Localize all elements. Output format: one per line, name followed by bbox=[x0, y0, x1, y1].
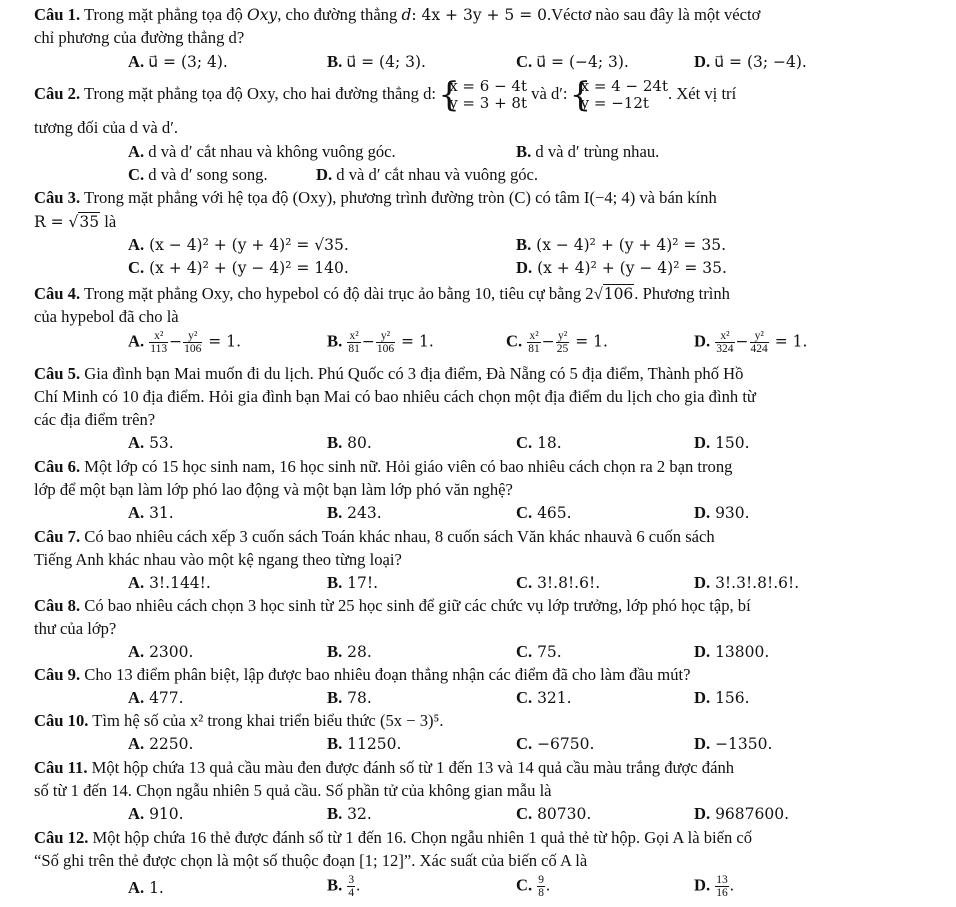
q7-option-a bbox=[128, 572, 211, 594]
q4-d-frac2 bbox=[750, 330, 769, 355]
q9-option-a-value: 477. bbox=[144, 689, 184, 707]
q9-option-a bbox=[128, 687, 184, 709]
q1-option-c-value: u⃗ = (−4; 3). bbox=[536, 53, 629, 71]
q5-option-b bbox=[327, 432, 372, 454]
q7-line2: Tiếng Anh khác nhau vào một kệ ngang theo từng loại? bbox=[34, 550, 402, 569]
q10-option-d-value: −1350. bbox=[710, 735, 773, 753]
q2-option-a-value: d và d′ cắt nhau và không vuông góc. bbox=[144, 142, 396, 161]
q5-option-d-label: D. bbox=[694, 433, 711, 452]
q3-radius-suffix: là bbox=[100, 212, 117, 231]
q5-option-a-value: 53. bbox=[144, 434, 174, 452]
q4-c-num1: x² bbox=[527, 330, 541, 343]
q12-option-b: B. $\frac{3}{4}$ . bbox=[327, 874, 361, 899]
q1-option-a-value: u⃗ = (3; 4). bbox=[148, 53, 228, 71]
q8-option-a bbox=[128, 641, 193, 663]
q2-option-b bbox=[516, 141, 659, 162]
q4-c-frac2 bbox=[556, 330, 570, 355]
q12-b-fraction bbox=[347, 874, 355, 899]
q9-option-c-value: 321. bbox=[532, 689, 572, 707]
q4-option-a-label: A. bbox=[128, 331, 145, 351]
q2-system-dp-y: y = −12t bbox=[580, 94, 649, 112]
q4-b-num2: y² bbox=[376, 330, 395, 343]
q2-option-c-value: d và d′ song song. bbox=[144, 165, 268, 184]
q11-option-b-label: B. bbox=[327, 804, 343, 823]
q2-line1 bbox=[34, 78, 930, 112]
q11-option-a-value: 910. bbox=[144, 805, 184, 823]
q7-text1: Có bao nhiêu cách xếp 3 cuốn sách Toán khác nhau, 8 cuốn sách Văn khác nhauvà 6 cuốn sách bbox=[80, 527, 715, 546]
q1-line1 bbox=[34, 4, 930, 26]
q7-option-d-label: D. bbox=[694, 573, 711, 592]
q5-option-a bbox=[128, 432, 174, 454]
q12-d-fraction bbox=[715, 874, 729, 899]
q12-c-den: 8 bbox=[538, 887, 545, 899]
q10-line1 bbox=[34, 710, 930, 731]
q1-option-b bbox=[327, 51, 426, 73]
q4-b-frac1 bbox=[347, 330, 361, 355]
q5-option-c bbox=[516, 432, 562, 454]
q11-option-c-value: 80730. bbox=[532, 805, 592, 823]
q10-option-c bbox=[516, 733, 594, 755]
q8-label: Câu 8. bbox=[34, 596, 81, 615]
q1-option-b-label: B. bbox=[327, 52, 343, 71]
q5-text1: Gia đình bạn Mai muốn đi du lịch. Phú Quốc có 3 địa điểm, Đà Nẵng có 5 địa điểm, Thành phố Hồ bbox=[80, 364, 744, 383]
q1-equation: : 4x + 3y + 5 = 0 bbox=[411, 6, 547, 24]
q10-option-a-value: 2250. bbox=[144, 735, 194, 753]
q12-line1 bbox=[34, 827, 930, 848]
q7-option-a-label: A. bbox=[128, 573, 145, 592]
q12-option-b-label: B. bbox=[327, 875, 343, 895]
q3-option-a-value: (x − 4)² + (y + 4)² = √35. bbox=[144, 236, 349, 254]
q10-option-b-value: 11250. bbox=[342, 735, 402, 753]
q1-option-a-label: A. bbox=[128, 52, 145, 71]
q12-option-a-label: A. bbox=[128, 878, 145, 897]
q12-option-a bbox=[128, 877, 164, 899]
q7-option-b bbox=[327, 572, 378, 594]
q11-option-d-label: D. bbox=[694, 804, 711, 823]
q2-option-a-label: A. bbox=[128, 142, 145, 161]
q7-option-d-value: 3!.3!.8!.6!. bbox=[710, 574, 800, 592]
q3-option-b bbox=[516, 234, 726, 256]
q7-option-d bbox=[694, 572, 799, 594]
q11-option-d bbox=[694, 803, 789, 825]
q3-radius-value: 35 bbox=[79, 213, 100, 231]
q4-a-num1: x² bbox=[149, 330, 168, 343]
q2-text2: . Xét vị trí bbox=[667, 83, 737, 103]
q6-label: Câu 6. bbox=[34, 457, 81, 476]
q10-option-a bbox=[128, 733, 193, 755]
q6-option-b bbox=[327, 502, 382, 524]
q4-line1 bbox=[34, 283, 930, 305]
q12-label: Câu 12. bbox=[34, 828, 89, 847]
q2-system-d-x: { x = 6 − 4t bbox=[449, 77, 527, 95]
q3-option-b-value: (x − 4)² + (y + 4)² = 35. bbox=[531, 236, 726, 254]
q2-option-d-label: D. bbox=[316, 165, 333, 184]
q7-line1 bbox=[34, 526, 930, 547]
q8-option-b-value: 28. bbox=[342, 643, 372, 661]
q12-d-den: 16 bbox=[716, 887, 728, 899]
q12-option-c-label: C. bbox=[516, 875, 533, 895]
q2-system-d-prime bbox=[572, 78, 668, 112]
q1-option-d-value: u⃗ = (3; −4). bbox=[714, 53, 807, 71]
q7-option-b-label: B. bbox=[327, 573, 343, 592]
q1-line2: chỉ phương của đường thẳng d? bbox=[34, 28, 245, 47]
q9-option-b-label: B. bbox=[327, 688, 343, 707]
q7-option-c bbox=[516, 572, 600, 594]
q4-option-a: A. $\frac{\text{x²}}{113}$ − $\frac{\text{y²}}{106}$ = 1. bbox=[128, 330, 242, 355]
q4-b-frac2 bbox=[376, 330, 395, 355]
q2-text1: Trong mặt phẳng tọa độ Oxy, cho hai đường thẳng d: bbox=[80, 83, 441, 103]
q3-line2 bbox=[34, 211, 930, 233]
q10-option-d-label: D. bbox=[694, 734, 711, 753]
q11-line1 bbox=[34, 757, 930, 778]
q9-option-b-value: 78. bbox=[342, 689, 372, 707]
q12-option-d-label: D. bbox=[694, 875, 711, 895]
q2-label: Câu 2. bbox=[34, 83, 81, 103]
q4-d-num2: y² bbox=[750, 330, 769, 343]
q5-line1 bbox=[34, 363, 930, 384]
q12-line2: “Số ghi trên thẻ được chọn là một số thuộc đoạn [1; 12]”. Xác suất của biến cố A là bbox=[34, 851, 588, 870]
q12-b-num: 3 bbox=[348, 874, 355, 886]
q10-option-c-label: C. bbox=[516, 734, 533, 753]
q7-option-c-label: C. bbox=[516, 573, 533, 592]
q4-d-den2: 424 bbox=[750, 343, 768, 355]
q5-option-d bbox=[694, 432, 750, 454]
q8-option-d bbox=[694, 641, 769, 663]
q8-option-a-value: 2300. bbox=[144, 643, 194, 661]
q6-option-a-label: A. bbox=[128, 503, 145, 522]
q10-label: Câu 10. bbox=[34, 711, 89, 730]
q10-option-b bbox=[327, 733, 401, 755]
q4-sqrt-value: 106 bbox=[603, 285, 634, 303]
q8-option-b bbox=[327, 641, 372, 663]
q3-option-d-label: D. bbox=[516, 258, 533, 277]
q8-text1: Có bao nhiêu cách chọn 3 học sinh từ 25 học sinh để giữ các chức vụ lớp trưởng, lớp phó học tập, bí bbox=[80, 596, 751, 615]
q12-option-a-value: 1. bbox=[144, 879, 164, 897]
q6-option-d-value: 930. bbox=[710, 504, 750, 522]
q10-option-b-label: B. bbox=[327, 734, 343, 753]
q8-option-c bbox=[516, 641, 562, 663]
q9-option-d bbox=[694, 687, 750, 709]
q4-c-num2: y² bbox=[556, 330, 570, 343]
q7-option-b-value: 17!. bbox=[342, 574, 379, 592]
q12-d-num: 13 bbox=[716, 874, 728, 886]
q4-d-num1: x² bbox=[715, 330, 734, 343]
q1-label: Câu 1. bbox=[34, 5, 81, 24]
q1-option-d bbox=[694, 51, 807, 73]
q11-option-c-label: C. bbox=[516, 804, 533, 823]
q4-option-d-label: D. bbox=[694, 331, 711, 351]
q2-and: và d′: bbox=[527, 83, 572, 103]
q8-line2: thư của lớp? bbox=[34, 619, 117, 638]
q3-option-c-value: (x + 4)² + (y − 4)² = 140. bbox=[144, 259, 349, 277]
q5-option-b-label: B. bbox=[327, 433, 343, 452]
q6-option-a-value: 31. bbox=[144, 504, 174, 522]
q11-option-c bbox=[516, 803, 591, 825]
q4-c-den2: 25 bbox=[556, 343, 569, 355]
q3-option-b-label: B. bbox=[516, 235, 532, 254]
q3-option-c-label: C. bbox=[128, 258, 145, 277]
q5-option-d-value: 150. bbox=[710, 434, 750, 452]
q2-option-d-value: d và d′ cắt nhau và vuông góc. bbox=[332, 165, 539, 184]
q1-option-c-label: C. bbox=[516, 52, 533, 71]
q3-line1 bbox=[34, 187, 930, 208]
q7-option-c-value: 3!.8!.6!. bbox=[532, 574, 601, 592]
q4-a-frac1 bbox=[149, 330, 168, 355]
q3-option-a-label: A. bbox=[128, 235, 145, 254]
q1-oxy: Oxy bbox=[246, 6, 278, 24]
q3-option-d-value: (x + 4)² + (y − 4)² = 35. bbox=[532, 259, 727, 277]
q6-option-b-value: 243. bbox=[342, 504, 382, 522]
q6-line1 bbox=[34, 456, 930, 477]
q5-label: Câu 5. bbox=[34, 364, 81, 383]
q5-line3: các địa điểm trên? bbox=[34, 410, 156, 429]
q4-d-rest: = 1. bbox=[769, 332, 808, 351]
q4-c-frac1 bbox=[527, 330, 541, 355]
q4-a-rest: = 1. bbox=[203, 332, 242, 351]
q2-option-b-value: d và d′ trùng nhau. bbox=[531, 142, 660, 161]
q7-label: Câu 7. bbox=[34, 527, 81, 546]
q4-a-num2: y² bbox=[183, 330, 202, 343]
q4-b-num1: x² bbox=[347, 330, 361, 343]
q9-label: Câu 9. bbox=[34, 665, 81, 684]
q12-c-fraction bbox=[537, 874, 545, 899]
q9-option-c-label: C. bbox=[516, 688, 533, 707]
q4-c-rest: = 1. bbox=[570, 332, 608, 351]
q9-option-d-value: 156. bbox=[710, 689, 750, 707]
q6-option-c-value: 465. bbox=[532, 504, 572, 522]
q6-line2: lớp để một bạn làm lớp phó lao động và một bạn làm lớp phó văn nghệ? bbox=[34, 480, 513, 499]
q5-option-c-label: C. bbox=[516, 433, 533, 452]
q2-line2: tương đối của d và d′. bbox=[34, 118, 178, 137]
q2-option-b-label: B. bbox=[516, 142, 532, 161]
q8-option-c-label: C. bbox=[516, 642, 533, 661]
q4-option-b: B. $\frac{\text{x²}}{81}$ − $\frac{\text{y²}}{106}$ = 1. bbox=[327, 330, 434, 355]
q6-option-c bbox=[516, 502, 572, 524]
q4-option-c-label: C. bbox=[506, 331, 523, 351]
q11-option-b-value: 32. bbox=[342, 805, 372, 823]
q12-b-den: 4 bbox=[348, 887, 355, 899]
q9-line1 bbox=[34, 664, 930, 685]
q2-option-d bbox=[316, 164, 538, 185]
q2-system-d-y: y = 3 + 8t bbox=[449, 94, 527, 112]
q11-option-a-label: A. bbox=[128, 804, 145, 823]
q11-label: Câu 11. bbox=[34, 758, 88, 777]
q11-option-a bbox=[128, 803, 184, 825]
q8-option-d-label: D. bbox=[694, 642, 711, 661]
q4-text2: . Phương trình bbox=[634, 284, 730, 303]
q10-text1: Tìm hệ số của x² trong khai triển biểu thức (5x − 3)⁵. bbox=[88, 711, 444, 730]
q2-option-c bbox=[128, 164, 268, 185]
q5-option-c-value: 18. bbox=[532, 434, 562, 452]
q9-option-c bbox=[516, 687, 572, 709]
q1-option-d-label: D. bbox=[694, 52, 711, 71]
q6-text1: Một lớp có 15 học sinh nam, 16 học sinh nữ. Hỏi giáo viên có bao nhiêu cách chọn ra 2 bạn trong bbox=[80, 457, 733, 476]
q4-b-den1: 81 bbox=[348, 343, 360, 355]
q9-option-a-label: A. bbox=[128, 688, 145, 707]
q12-c-num: 9 bbox=[538, 874, 545, 886]
q6-option-a bbox=[128, 502, 174, 524]
q5-line2: Chí Minh có 10 địa điểm. Hỏi gia đình bạn Mai có bao nhiêu cách chọn một địa điểm du lịch cho gia đình từ bbox=[34, 387, 756, 406]
q11-line2: số từ 1 đến 14. Chọn ngẫu nhiên 5 quả cầu. Số phần tử của không gian mẫu là bbox=[34, 781, 552, 800]
q4-option-d: D. $\frac{\text{x²}}{324}$ − $\frac{\text{y²}}{424}$ = 1. bbox=[694, 330, 808, 355]
q4-option-c: C. $\frac{\text{x²}}{81}$ − $\frac{\text{y²}}{25}$ = 1. bbox=[506, 330, 608, 355]
q4-b-rest: = 1. bbox=[396, 332, 434, 351]
q2-system-d bbox=[440, 78, 527, 112]
q3-option-a bbox=[128, 234, 349, 256]
q8-option-b-label: B. bbox=[327, 642, 343, 661]
q4-label: Câu 4. bbox=[34, 284, 81, 303]
q4-a-frac2 bbox=[183, 330, 202, 355]
q3-label: Câu 3. bbox=[34, 188, 81, 207]
q3-option-c bbox=[128, 257, 349, 279]
q4-option-b-label: B. bbox=[327, 331, 343, 351]
q2-option-c-label: C. bbox=[128, 165, 145, 184]
q4-d-den1: 324 bbox=[716, 343, 734, 355]
q1-d: d bbox=[401, 6, 412, 24]
q8-option-a-label: A. bbox=[128, 642, 145, 661]
q3-text1: Trong mặt phẳng với hệ tọa độ (Oxy), phương trình đường tròn (C) có tâm I(−4; 4) và bán kính bbox=[80, 188, 717, 207]
q5-option-a-label: A. bbox=[128, 433, 145, 452]
q7-option-a-value: 3!.144!. bbox=[144, 574, 211, 592]
q3-option-d bbox=[516, 257, 727, 279]
q9-option-d-label: D. bbox=[694, 688, 711, 707]
q1-text2: , cho đường thẳng bbox=[277, 5, 402, 24]
q11-text1: Một hộp chứa 13 quả cầu màu đen được đánh số từ 1 đến 13 và 14 quả cầu màu trắng được đánh bbox=[87, 758, 735, 777]
q8-line1 bbox=[34, 595, 930, 616]
q8-option-d-value: 13800. bbox=[710, 643, 770, 661]
q4-a-den2: 106 bbox=[184, 343, 202, 355]
q1-option-b-value: u⃗ = (4; 3). bbox=[346, 53, 426, 71]
q9-text1: Cho 13 điểm phân biệt, lập được bao nhiêu đoạn thẳng nhận các điểm đã cho làm đầu mút? bbox=[80, 665, 691, 684]
q6-option-b-label: B. bbox=[327, 503, 343, 522]
q10-option-a-label: A. bbox=[128, 734, 145, 753]
q12-text1: Một hộp chứa 16 thẻ được đánh số từ 1 đến 16. Chọn ngẫu nhiên 1 quả thẻ từ hộp. Gọi A là biến cố bbox=[88, 828, 753, 847]
q4-c-den1: 81 bbox=[528, 343, 540, 355]
q10-option-c-value: −6750. bbox=[532, 735, 595, 753]
q12-option-d: D. $\frac{13}{16}$ . bbox=[694, 874, 734, 899]
q5-option-b-value: 80. bbox=[342, 434, 372, 452]
q1-text3: .Véctơ nào sau đây là một véctơ bbox=[547, 5, 761, 24]
q4-d-frac1 bbox=[715, 330, 734, 355]
q11-option-d-value: 9687600. bbox=[710, 805, 790, 823]
q12-option-c: C. $\frac{9}{8}$ . bbox=[516, 874, 551, 899]
q1-option-c bbox=[516, 51, 629, 73]
q2-option-a bbox=[128, 141, 396, 162]
q8-option-c-value: 75. bbox=[532, 643, 562, 661]
q6-option-d-label: D. bbox=[694, 503, 711, 522]
q6-option-d bbox=[694, 502, 750, 524]
q4-text1: Trong mặt phẳng Oxy, cho hypebol có độ dài trục ảo bằng 10, tiêu cự bằng 2√ bbox=[80, 284, 603, 303]
q2-system-dp-x: { x = 4 − 24t bbox=[580, 77, 668, 95]
q1-text1: Trong mặt phẳng tọa độ bbox=[80, 5, 247, 24]
q1-option-a bbox=[128, 51, 228, 73]
q10-option-d bbox=[694, 733, 772, 755]
q4-line2: của hypebol đã cho là bbox=[34, 307, 179, 326]
q3-radius-prefix: R = √ bbox=[34, 213, 79, 231]
q9-option-b bbox=[327, 687, 372, 709]
q11-option-b bbox=[327, 803, 372, 825]
q4-b-den2: 106 bbox=[376, 343, 395, 355]
q6-option-c-label: C. bbox=[516, 503, 533, 522]
q4-a-den1: 113 bbox=[150, 343, 168, 355]
